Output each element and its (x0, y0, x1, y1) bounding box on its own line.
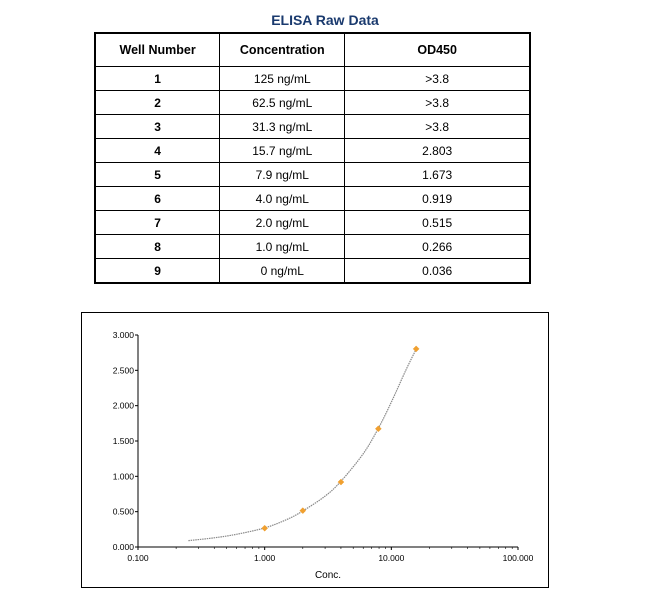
cell-od450: 0.515 (345, 211, 530, 235)
table-row (95, 139, 530, 163)
table-row (95, 163, 530, 187)
table-row (95, 235, 530, 259)
table-row (95, 91, 530, 115)
cell-concentration: 7.9 ng/mL (220, 163, 345, 187)
cell-well: 3 (95, 115, 220, 139)
table-row (95, 187, 530, 211)
header-concentration: Concentration (220, 33, 345, 67)
chart-svg (82, 313, 548, 587)
header-od450: OD450 (345, 33, 530, 67)
x-tick-label: 10.000 (378, 553, 405, 563)
cell-concentration: 31.3 ng/mL (220, 115, 345, 139)
cell-concentration: 1.0 ng/mL (220, 235, 345, 259)
cell-od450: >3.8 (345, 91, 530, 115)
x-axis-label: Conc. (314, 570, 342, 581)
cell-concentration: 2.0 ng/mL (220, 211, 345, 235)
cell-od450: 2.803 (345, 139, 530, 163)
x-tick-label: 1.000 (254, 553, 276, 563)
cell-concentration: 0 ng/mL (220, 259, 345, 284)
x-tick-label: 100.000 (502, 553, 534, 563)
cell-concentration: 15.7 ng/mL (220, 139, 345, 163)
x-tick-label: 0.100 (127, 553, 149, 563)
cell-well: 8 (95, 235, 220, 259)
elisa-raw-data-table (94, 32, 531, 284)
table-row (95, 115, 530, 139)
standard-curve-chart (81, 312, 549, 588)
cell-concentration: 125 ng/mL (220, 67, 345, 91)
data-point (300, 508, 306, 514)
cell-well: 4 (95, 139, 220, 163)
data-point (413, 346, 419, 352)
cell-od450: 1.673 (345, 163, 530, 187)
table-header-row (95, 33, 530, 67)
table-title: ELISA Raw Data (271, 12, 379, 28)
data-point (375, 426, 381, 432)
y-tick-label: 0.500 (112, 506, 134, 517)
table-row (95, 211, 530, 235)
y-tick-label: 1.500 (112, 436, 134, 446)
cell-well: 7 (95, 211, 220, 235)
data-point (262, 525, 268, 531)
y-tick-label: 3.000 (112, 330, 134, 340)
cell-od450: 0.036 (345, 259, 530, 284)
cell-concentration: 62.5 ng/mL (220, 91, 345, 115)
y-tick-label: 2.000 (112, 400, 134, 411)
header-well-number: Well Number (95, 33, 220, 67)
data-points-layer (262, 346, 419, 531)
y-tick-label: 2.500 (112, 365, 134, 376)
cell-well: 1 (95, 67, 220, 91)
cell-well: 9 (95, 259, 220, 284)
y-tick-label: 0.000 (112, 542, 134, 552)
cell-od450: 0.266 (345, 235, 530, 259)
cell-od450: >3.8 (345, 67, 530, 91)
y-tick-label: 1.000 (112, 471, 134, 482)
table-row (95, 259, 530, 284)
table-row (95, 67, 530, 91)
cell-concentration: 4.0 ng/mL (220, 187, 345, 211)
cell-od450: >3.8 (345, 115, 530, 139)
cell-well: 6 (95, 187, 220, 211)
cell-od450: 0.919 (345, 187, 530, 211)
cell-well: 5 (95, 163, 220, 187)
chart-axes (113, 330, 534, 563)
cell-well: 2 (95, 91, 220, 115)
